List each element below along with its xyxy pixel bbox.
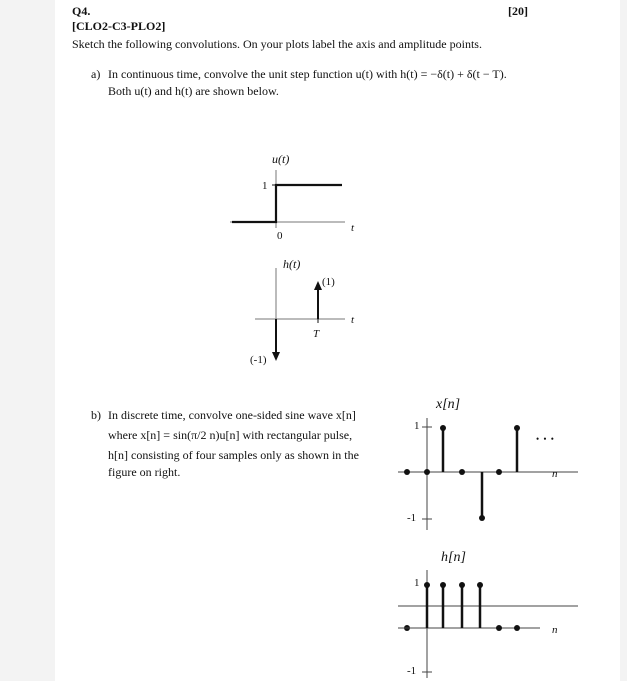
hn-y-neg-label: -1 <box>407 665 417 677</box>
x-sample-4 <box>496 469 502 475</box>
x-n-label: n <box>552 468 558 480</box>
x-ellipsis: • • • <box>536 434 555 444</box>
h-x-axis-label: t <box>351 314 355 326</box>
part-b-line4: figure on right. <box>108 465 181 479</box>
part-b-line2: where x[n] = sin(π/2 n)u[n] with rectangular pulse, <box>108 428 353 442</box>
x-sample-5 <box>514 425 520 431</box>
hn-sample-5 <box>514 625 520 631</box>
x-sample-0 <box>424 469 430 475</box>
part-a-line1: In continuous time, convolve the unit step function u(t) with h(t) = −δ(t) + δ(t − T). <box>108 67 507 81</box>
part-a-label: a) <box>91 67 101 81</box>
x-sample-3 <box>479 515 485 521</box>
question-number: Q4. <box>72 4 91 18</box>
part-b-line3: h[n] consisting of four samples only as shown in the <box>108 448 359 462</box>
question-marks: [20] <box>508 4 528 18</box>
hn-sample-4 <box>496 625 502 631</box>
hn-sample-0 <box>424 582 430 588</box>
x-sample-2 <box>459 469 465 475</box>
u-title: u(t) <box>272 152 290 166</box>
u-origin-label: 0 <box>277 230 283 242</box>
h-positive-label: (1) <box>322 276 335 288</box>
part-b-line1: In discrete time, convolve one-sided sine wave x[n] <box>108 408 356 422</box>
part-a-line2: Both u(t) and h(t) are shown below. <box>108 84 279 98</box>
u-y-tick-label: 1 <box>262 180 268 192</box>
part-b-label: b) <box>91 408 101 422</box>
u-x-axis-label: t <box>351 222 355 234</box>
x-y-pos-label: 1 <box>414 420 420 432</box>
hn-y-pos-label: 1 <box>414 577 420 589</box>
hn-n-label: n <box>552 624 558 636</box>
hn-title: h[n] <box>441 550 466 565</box>
x-sample-1 <box>440 425 446 431</box>
x-y-neg-label: -1 <box>407 512 417 524</box>
instruction-text: Sketch the following convolutions. On your plots label the axis and amplitude points. <box>72 37 482 51</box>
hn-sample-1 <box>440 582 446 588</box>
x-stems <box>404 425 520 521</box>
clo-code: [CLO2-C3-PLO2] <box>72 19 166 33</box>
h-T-label: T <box>313 328 320 340</box>
hn-sample-2 <box>459 582 465 588</box>
hn-sample-3 <box>477 582 483 588</box>
x-title: x[n] <box>436 397 461 412</box>
x-sample-neg1 <box>404 469 410 475</box>
h-title: h(t) <box>283 257 301 271</box>
h-negative-label: (-1) <box>250 354 267 366</box>
